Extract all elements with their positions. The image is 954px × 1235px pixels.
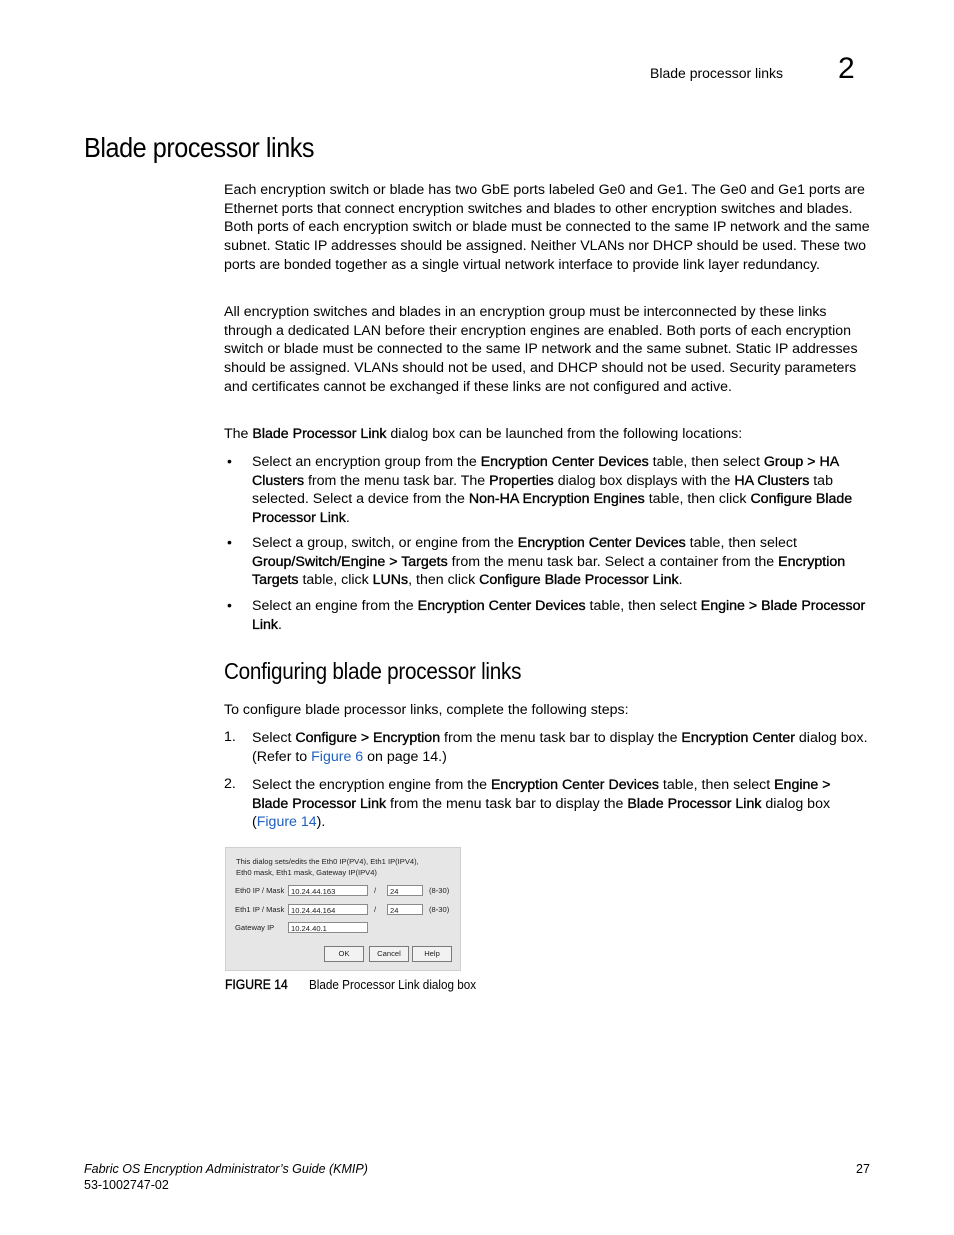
paragraph-launch-locations: The Blade Processor Link dialog box can be launched from the following locations: (224, 426, 743, 442)
paragraph-group-links: All encryption switches and blades in an encryption group must be interconnected by these links through a dedicated LAN before their encryption engines are enabled. Both ports of each encryption switch or blade must be connected to the same IP network and the same subnet. Static IP addresses should be assigned. VLANs should not be used, and DHCP should not be used. Security parameters and certificates cannot be exchanged if these links are not configured and active. (224, 304, 858, 395)
bullet-marker: • (227, 597, 232, 613)
bullet-marker: • (227, 453, 232, 469)
mask-range-hint: (8-30) (429, 905, 450, 914)
eth1-ip-input[interactable]: 10.24.44.164 (288, 904, 368, 915)
figure-caption: Blade Processor Link dialog box (309, 977, 477, 992)
bullet-marker: • (227, 534, 232, 550)
footer-book-title: Fabric OS Encryption Administrator’s Guide (KMIP) (84, 1162, 368, 1176)
subsection-title: Configuring blade processor links (224, 658, 522, 684)
figure-6-link[interactable]: Figure 6 (311, 748, 364, 765)
gateway-ip-input[interactable]: 10.24.40.1 (288, 922, 368, 933)
list-item: Select a group, switch, or engine from the Encryption Center Devices table, then select Group/Switch/Engine > Targets from the menu task bar. Select a container from the Encryption Targets table, click LUNs, then click Configure Blade Processor Link. (252, 535, 846, 589)
paragraph-intro: Each encryption switch or blade has two GbE ports labeled Ge0 and Ge1. The Ge0 and Ge1 ports are Ethernet ports that connect encryption switches and blades to other encryption switches and blades. Both ports of each encryption switch or blade must be connected to the same IP network and the same subnet. Static IP addresses should be assigned. Neither VLANs nor DHCP should be used. These two ports are bonded together as a single virtual network interface to provide link layer redundancy. (224, 182, 870, 273)
dialog-description-line2: Eth0 mask, Eth1 mask, Gateway IP(IPV4) (236, 868, 377, 877)
step-item: Select Configure > Encryption from the menu task bar to display the Encryption Center dialog box. (Refer to Figure 6 on page 14.) (252, 730, 868, 765)
slash-separator: / (374, 905, 377, 914)
ok-button[interactable]: OK (324, 946, 364, 962)
cancel-button[interactable]: Cancel (369, 946, 409, 962)
list-item: Select an engine from the Encryption Center Devices table, then select Engine > Blade Processor Link. (252, 598, 866, 633)
help-button[interactable]: Help (412, 946, 452, 962)
dialog-description-line1: This dialog sets/edits the Eth0 IP(PV4), Eth1 IP(IPV4), (236, 857, 419, 866)
section-title: Blade processor links (84, 132, 315, 163)
slash-separator: / (374, 886, 377, 895)
figure-label: FIGURE 14 (225, 977, 288, 992)
eth1-label: Eth1 IP / Mask (235, 905, 285, 914)
eth0-mask-input[interactable]: 24 (387, 885, 423, 896)
mask-range-hint: (8-30) (429, 886, 450, 895)
step-item: Select the encryption engine from the Encryption Center Devices table, then select Engine > Blade Processor Link from the menu task bar to display the Blade Processor Link dialog box (Figure 14). (252, 777, 831, 831)
running-header-title: Blade processor links (650, 65, 784, 81)
eth0-label: Eth0 IP / Mask (235, 886, 285, 895)
step-number: 1. (224, 729, 236, 745)
footer-doc-number: 53-1002747-02 (84, 1178, 169, 1192)
figure-14-link[interactable]: Figure 14 (256, 814, 317, 831)
subsection-intro: To configure blade processor links, complete the following steps: (224, 702, 629, 718)
eth1-mask-input[interactable]: 24 (387, 904, 423, 915)
chapter-number: 2 (838, 52, 855, 85)
eth0-ip-input[interactable]: 10.24.44.163 (288, 885, 368, 896)
footer-page-number: 27 (856, 1162, 870, 1176)
list-item: Select an encryption group from the Encryption Center Devices table, then select Group > HA Clusters from the menu task bar. The Properties dialog box displays with the HA Clusters tab selected. Select a device from the Non-HA Encryption Engines table, then click Configure Blade Processor Link. (252, 454, 853, 527)
blade-processor-link-dialog (225, 847, 461, 971)
step-number: 2. (224, 776, 236, 792)
gateway-label: Gateway IP (235, 923, 275, 932)
